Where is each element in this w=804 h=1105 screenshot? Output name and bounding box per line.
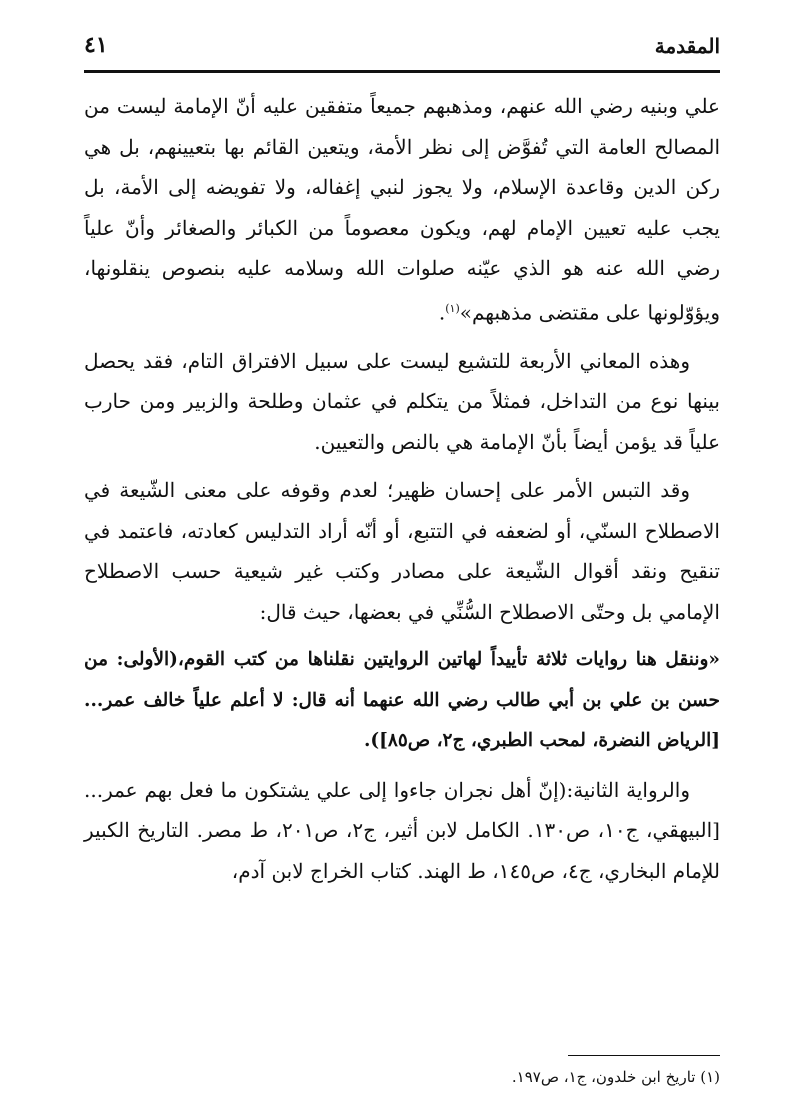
page-number: ٤١ <box>84 32 108 58</box>
paragraph-1 <box>84 86 720 333</box>
paragraph-2: وهذه المعاني الأربعة للتشيع ليست على سبيل الافتراق التام، فقد يحصل بينها نوع من التداخل، فمثلاً من يتكلم في عثمان وطلحة والزبير ومن حارب علياً قد يؤمن أيضاً بأنّ الإمامة هي بالنص والتعيين. <box>84 348 720 454</box>
paragraph-3: وقد التبس الأمر على إحسان ظهير؛ لعدم وقوفه على معنى الشّيعة في الاصطلاح السنّي، أو لضعفه في التتبع، أو أنّه أراد التدليس كعادته، فاعتمد في تنقيح ونقد أقوال الشّيعة على مصادر وكتب غير شيعية حسب الاصطلاح الإمامي بل وحتّى الاصطلاح السُّنِّي في بعضها، حيث قال: <box>84 478 720 624</box>
footnote: (١) تاريخ ابن خلدون، ج١، ص١٩٧. <box>511 1068 720 1086</box>
footnote-ref: (١) <box>445 301 460 315</box>
footnote-rule <box>568 1055 720 1056</box>
paragraph-1-end: . <box>438 300 446 325</box>
paragraph-1-text: علي وبنيه رضي الله عنهم، ومذهبهم جميعاً متفقين عليه أنّ الإمامة ليست من المصالح العامة التي تُفوَّض إلى نظر الأمة، ويتعين القائم بها بتعيينهم، بل هي ركن الدين وقاعدة الإسلام، ولا يجوز لنبي إغفاله، ولا تفويضه إلى الأمة، بل يجب عليه تعيين الإمام لهم، ويكون معصوماً من الكبائر والصغائر وأنّ علياً رضي الله عنه هو الذي عيّنه صلوات الله وسلامه عليه بنصوص ينقلونها، ويؤوّلونها على مقتضى مذهبهم» <box>84 94 720 325</box>
header-rule <box>84 70 720 73</box>
body-text <box>84 86 720 899</box>
quotation-1: «وننقل هنا روايات ثلاثة تأييداً لهاتين الروايتين نقلناها من كتب القوم،(الأولى: من حسن بن علي بن أبي طالب رضي الله عنهما أنه قال: لا أعلم علياً خالف عمر...[الرياض النضرة، لمحب الطبري، ج٢، ص٨٥]). <box>84 649 720 752</box>
section-title: المقدمة <box>654 34 720 58</box>
page-header <box>84 30 720 66</box>
paragraph-4: والرواية الثانية:(إنّ أهل نجران جاءوا إلى علي يشتكون ما فعل بهم عمر...[البيهقي، ج١٠، ص١٣٠. الكامل لابن أثير، ج٢، ص٢٠١، ط مصر. التاريخ الكبير للإمام البخاري، ج٤، ص١٤٥، ط الهند. كتاب الخراج لابن آدم، <box>84 777 720 883</box>
